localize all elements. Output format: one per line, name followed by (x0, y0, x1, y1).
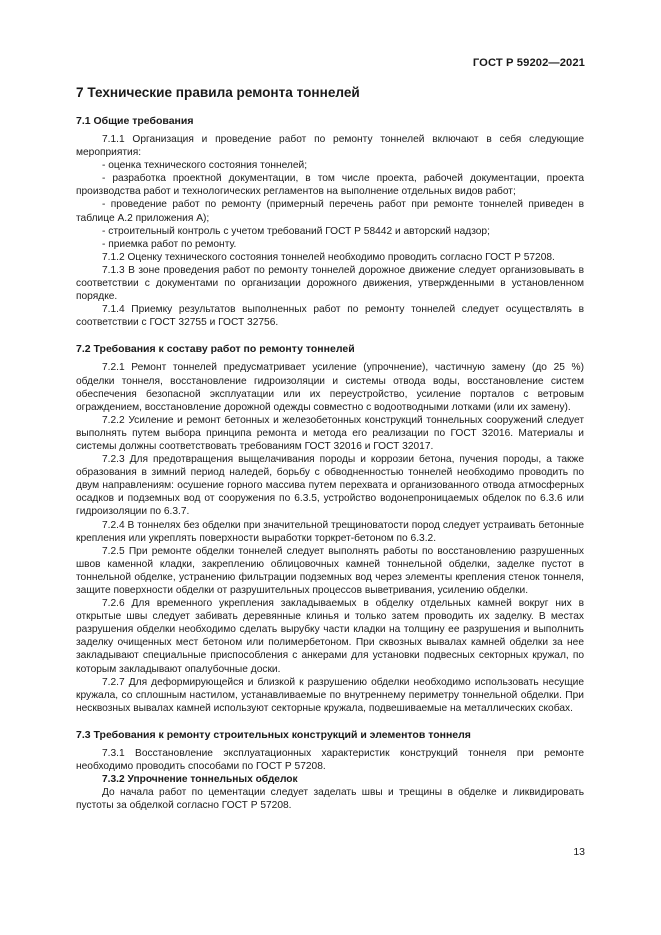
section-title: 7 Технические правила ремонта тоннелей (76, 85, 360, 100)
paragraph-7-3-2: До начала работ по цементации следует заделать швы и трещины в обделке и ликвидировать пустоты за обделкой согласно ГОСТ Р 57208. (76, 787, 584, 812)
paragraph-7-2-5: 7.2.5 При ремонте обделки тоннелей следует выполнять работы по восстановлению разрушенных швов каменной кладки, закреплению облицовочных камней тоннельной обделки, заделке пустот в тоннельной обделке, устранению фильтрации подземных вод через элементы крепления стенок тоннеля, защите поверхности обделки от разрушительных процессов выветривания, усилению обделки. (76, 545, 584, 596)
paragraph-7-1-4: 7.1.4 Приемку результатов выполненных работ по ремонту тоннелей следует осуществлять в соответствии с ГОСТ 32755 и ГОСТ 32756. (76, 304, 584, 329)
subsection-title-7-2: 7.2 Требования к составу работ по ремонту тоннелей (76, 343, 355, 356)
page-number: 13 (573, 846, 585, 858)
paragraph-7-2-7: 7.2.7 Для деформирующейся и близкой к разрушению обделки необходимо использовать несущие кружала, со сплошным настилом, устанавливаемые по внутреннему периметру тоннельной обделки. При несквозных вывалах камней используют секторные кружала, подвешиваемые на металлических скобах. (76, 676, 584, 714)
paragraph-7-2-4: 7.2.4 В тоннелях без обделки при значительной трещиноватости пород следует устраивать бетонные крепления или укреплять поверхности выработки торкрет-бетоном по 6.3.2. (76, 519, 584, 544)
paragraph-7-2-3: 7.2.3 Для предотвращения выщелачивания породы и коррозии бетона, пучения породы, а также образования в зимний период наледей, борьбу с обводненностью тоннелей необходимо проводить по двум направлениям: осушение горного массива путем перехвата и организованного отвода атмосферных осадков и подземных вод от сооружения по 6.3.5, устройство водонепроницаемых обделок по 6.3.6 или гидроизоляции по 6.3.7. (76, 454, 584, 518)
list-item: - приемка работ по ремонту. (102, 238, 237, 250)
paragraph-7-1-3: 7.1.3 В зоне проведения работ по ремонту тоннелей дорожное движение следует организовывать в соответствии с документами по организации дорожного движения, утвержденными в установленном порядке. (76, 264, 584, 303)
paragraph-7-2-1: 7.2.1 Ремонт тоннелей предусматривает усиление (упрочнение), частичную замену (до 25 %) обделки тоннеля, восстановление гидроизоляции и системы отвода воды, восстановление систем обеспечения безопасной эксплуатации или их переустройство, усиление порталов с ветровым ограждением, восстановление дорожной одежды совместно с водоотводными лотками (или их замену). (76, 362, 584, 413)
paragraph-7-1-2: 7.1.2 Оценку технического состояния тоннелей необходимо проводить согласно ГОСТ Р 57208. (102, 251, 555, 263)
subsection-title-7-3: 7.3 Требования к ремонту строительных конструкций и элементов тоннеля (76, 728, 471, 741)
paragraph-7-3-1: 7.3.1 Восстановление эксплуатационных характеристик конструкций тоннеля при ремонте необходимо проводить способами по ГОСТ Р 57208. (76, 747, 584, 773)
subsection-title-7-3-2: 7.3.2 Упрочнение тоннельных обделок (102, 774, 298, 786)
paragraph-7-1-1: 7.1.1 Организация и проведение работ по ремонту тоннелей включают в себя следующие мероприятия: (76, 134, 584, 159)
paragraph-7-2-6: 7.2.6 Для временного укрепления закладываемых в обделку отдельных камней вокруг них в открытые швы следует забивать деревянные клинья и только затем проводить их заделку. В местах разрушения обделки необходимо сделать вырубку части кладки на толщину ее разрушения и выполнить заделку очищенных мест бетоном или полимербетоном. При сквозных вывалах камней обделки за нее закладывают специальные приспособления с анкерами для установки подвесных секторных кружал, по которым закладывают опалубочные доски. (76, 598, 584, 675)
list-item: - оценка технического состояния тоннелей; (102, 160, 308, 172)
page-body (76, 84, 584, 812)
paragraph-7-2-2: 7.2.2 Усиление и ремонт бетонных и железобетонных конструкций тоннельных сооружений следует выполнять путем выбора принципа ремонта и метода его реализации по ГОСТ 32016. Материалы и системы должны соответствовать требованиям ГОСТ 32016 и ГОСТ 32017. (76, 414, 584, 452)
list-item: - разработка проектной документации, в том числе проекта, рабочей документации, проекта производства работ и технологических регламентов на выполнение отдельных видов работ; (76, 173, 584, 198)
standard-code: ГОСТ Р 59202—2021 (472, 57, 585, 69)
subsection-title-7-1: 7.1 Общие требования (76, 115, 194, 127)
list-item: - проведение работ по ремонту (примерный перечень работ при ремонте тоннелей приведен в таблице А.2 приложения А); (76, 199, 584, 224)
list-item: - строительный контроль с учетом требований ГОСТ Р 58442 и авторский надзор; (102, 225, 490, 237)
